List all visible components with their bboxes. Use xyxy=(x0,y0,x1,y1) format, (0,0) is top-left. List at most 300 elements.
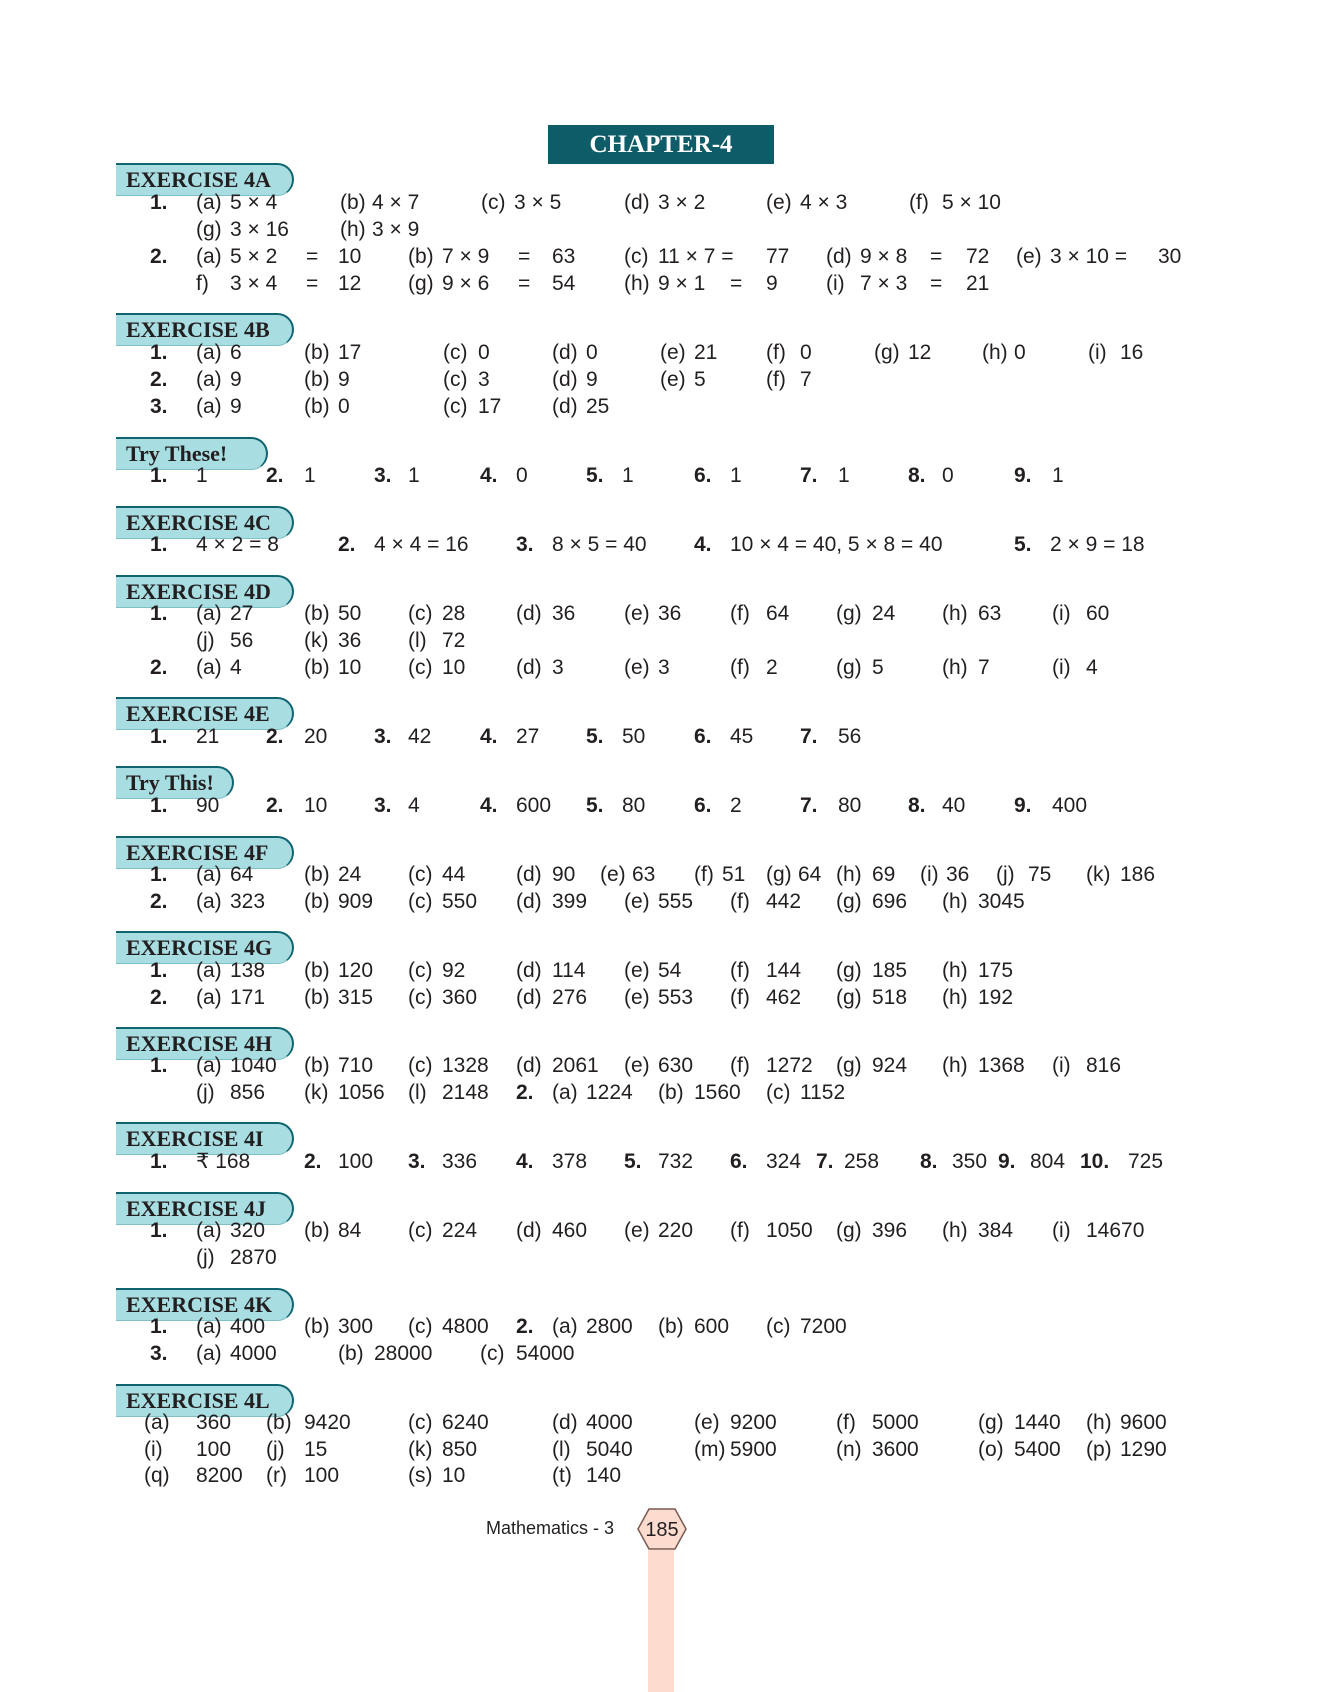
answer-text: (e) xyxy=(1016,245,1042,268)
answer-text: (b) xyxy=(304,986,330,1009)
answer-text: (a) xyxy=(196,602,222,625)
answer-text: (h) xyxy=(942,1219,968,1242)
answer-text: 12 xyxy=(908,341,932,364)
answer-text: (h) xyxy=(340,218,366,241)
answer-text: (f) xyxy=(730,602,750,625)
answer-text: (c) xyxy=(408,986,433,1009)
answer-text: (e) xyxy=(624,602,650,625)
answer-text: 5 × 2 xyxy=(230,245,278,268)
answer-text: (c) xyxy=(443,341,468,364)
answer-text: 400 xyxy=(230,1315,266,1338)
answer-text: 0 xyxy=(800,341,812,364)
answer-text: 90 xyxy=(196,794,220,817)
answer-text: (a) xyxy=(196,191,222,214)
answer-text: 3 xyxy=(478,368,490,391)
answer-text: 21 xyxy=(196,725,220,748)
answer-text: (k) xyxy=(1086,863,1111,886)
answer-text: (a) xyxy=(144,1411,170,1434)
question-number: 1. xyxy=(150,602,168,625)
answer-text: 3 × 10 = xyxy=(1050,245,1128,268)
answer-text: (h) xyxy=(1086,1411,1112,1434)
answer-text: 4000 xyxy=(230,1342,277,1365)
answer-text: (g) xyxy=(836,602,862,625)
answer-text: 36 xyxy=(552,602,576,625)
answer-text: 0 xyxy=(1014,341,1026,364)
answer-text: 1 xyxy=(838,464,850,487)
question-number: 1. xyxy=(150,1054,168,1077)
answer-text: (b) xyxy=(304,890,330,913)
answer-text: 732 xyxy=(658,1150,694,1173)
answer-text: (e) xyxy=(624,656,650,679)
question-number: 2. xyxy=(150,986,168,1009)
answer-text: (d) xyxy=(826,245,852,268)
question-number: 5. xyxy=(624,1150,642,1173)
answer-text: 1560 xyxy=(694,1081,741,1104)
answer-text: (c) xyxy=(408,863,433,886)
answer-text: 909 xyxy=(338,890,374,913)
answer-text: 60 xyxy=(1086,602,1110,625)
exercise-heading: EXERCISE 4J xyxy=(116,1192,294,1225)
answer-text: (d) xyxy=(516,602,542,625)
answer-text: 24 xyxy=(338,863,362,886)
answer-text: 64 xyxy=(766,602,790,625)
answer-text: (d) xyxy=(624,191,650,214)
answer-text: 120 xyxy=(338,959,374,982)
answer-text: (a) xyxy=(196,245,222,268)
question-number: 2. xyxy=(516,1315,534,1338)
answer-text: (a) xyxy=(196,959,222,982)
answer-text: 696 xyxy=(872,890,908,913)
answer-text: 144 xyxy=(766,959,802,982)
answer-text: 9420 xyxy=(304,1411,351,1434)
answer-text: 175 xyxy=(978,959,1014,982)
answer-text: 258 xyxy=(844,1150,880,1173)
answer-text: 2148 xyxy=(442,1081,489,1104)
answer-text: (d) xyxy=(516,656,542,679)
answer-text: 3 xyxy=(658,656,670,679)
question-number: 2. xyxy=(516,1081,534,1104)
answer-text: 462 xyxy=(766,986,802,1009)
answer-text: 1440 xyxy=(1014,1411,1061,1434)
answer-text: (g) xyxy=(874,341,900,364)
answer-text: 336 xyxy=(442,1150,478,1173)
answer-text: 21 xyxy=(966,272,990,295)
answer-text: 90 xyxy=(552,863,576,886)
answer-text: 27 xyxy=(230,602,254,625)
answer-text: 3 xyxy=(552,656,564,679)
answer-text: (o) xyxy=(978,1438,1004,1461)
answer-text: (e) xyxy=(624,890,650,913)
answer-text: (c) xyxy=(408,1315,433,1338)
answer-text: 75 xyxy=(1028,863,1052,886)
answer-text: 3045 xyxy=(978,890,1025,913)
answer-text: (e) xyxy=(660,341,686,364)
answer-text: 42 xyxy=(408,725,432,748)
answer-text: 378 xyxy=(552,1150,588,1173)
answer-text: 1328 xyxy=(442,1054,489,1077)
answer-text: 5 xyxy=(872,656,884,679)
exercise-heading: EXERCISE 4H xyxy=(116,1027,294,1060)
question-number: 5. xyxy=(586,464,604,487)
exercise-heading: EXERCISE 4K xyxy=(116,1288,294,1321)
answer-text: 171 xyxy=(230,986,266,1009)
answer-text: 186 xyxy=(1120,863,1156,886)
answer-text: 518 xyxy=(872,986,908,1009)
answer-text: 320 xyxy=(230,1219,266,1242)
answer-text: (c) xyxy=(408,1054,433,1077)
question-number: 2. xyxy=(304,1150,322,1173)
answer-text: 36 xyxy=(658,602,682,625)
answer-text: (e) xyxy=(600,863,626,886)
question-number: 5. xyxy=(586,725,604,748)
answer-text: 28 xyxy=(442,602,466,625)
answer-text: (i) xyxy=(1052,1054,1071,1077)
answer-text: (a) xyxy=(196,1342,222,1365)
answer-text: 1272 xyxy=(766,1054,813,1077)
answer-text: 224 xyxy=(442,1219,478,1242)
exercise-heading: EXERCISE 4A xyxy=(116,163,294,196)
answer-text: 5000 xyxy=(872,1411,919,1434)
answer-text: 360 xyxy=(442,986,478,1009)
answer-text: (b) xyxy=(340,191,366,214)
answer-text: 50 xyxy=(622,725,646,748)
answer-text: 185 xyxy=(872,959,908,982)
answer-text: 10 xyxy=(442,656,466,679)
answer-text: f) xyxy=(196,272,209,295)
answer-text: 138 xyxy=(230,959,266,982)
question-number: 5. xyxy=(586,794,604,817)
answer-text: 4800 xyxy=(442,1315,489,1338)
answer-text: 5040 xyxy=(586,1438,633,1461)
answer-text: (d) xyxy=(552,395,578,418)
question-number: 3. xyxy=(150,1342,168,1365)
answer-text: (b) xyxy=(266,1411,292,1434)
answer-text: = xyxy=(518,272,531,295)
answer-text: (g) xyxy=(408,272,434,295)
answer-text: 300 xyxy=(338,1315,374,1338)
answer-text: 10 xyxy=(338,245,362,268)
question-number: 4. xyxy=(694,533,712,556)
answer-text: (a) xyxy=(196,890,222,913)
exercise-heading: EXERCISE 4G xyxy=(116,931,294,964)
answer-text: (f) xyxy=(694,863,714,886)
answer-text: 384 xyxy=(978,1219,1014,1242)
answer-text: (b) xyxy=(408,245,434,268)
answer-text: (a) xyxy=(552,1315,578,1338)
answer-text: (p) xyxy=(1086,1438,1112,1461)
question-number: 2. xyxy=(150,245,168,268)
answer-text: (e) xyxy=(660,368,686,391)
answer-text: (a) xyxy=(196,1315,222,1338)
answer-text: 64 xyxy=(230,863,254,886)
answer-text: (c) xyxy=(408,602,433,625)
answer-text: 399 xyxy=(552,890,588,913)
answer-text: 9 xyxy=(766,272,778,295)
answer-text: (i) xyxy=(920,863,939,886)
answer-text: 36 xyxy=(338,629,362,652)
answer-text: (i) xyxy=(144,1438,163,1461)
answer-text: 9 × 1 xyxy=(658,272,706,295)
answer-text: (f) xyxy=(766,341,786,364)
answer-text: 15 xyxy=(304,1438,328,1461)
answer-text: 84 xyxy=(338,1219,362,1242)
answer-text: (f) xyxy=(909,191,929,214)
answer-text: 40 xyxy=(942,794,966,817)
question-number: 4. xyxy=(516,1150,534,1173)
answer-text: (l) xyxy=(552,1438,571,1461)
answer-text: (c) xyxy=(408,890,433,913)
answer-text: 4 × 4 = 16 xyxy=(374,533,469,556)
question-number: 9. xyxy=(1014,464,1032,487)
answer-text: 1152 xyxy=(800,1081,846,1104)
answer-text: 460 xyxy=(552,1219,588,1242)
answer-text: (j) xyxy=(266,1438,285,1461)
answer-text: 63 xyxy=(632,863,656,886)
answer-text: 315 xyxy=(338,986,374,1009)
answer-text: (d) xyxy=(552,341,578,364)
answer-text: (f) xyxy=(766,368,786,391)
answer-text: (a) xyxy=(196,986,222,1009)
answer-text: 114 xyxy=(552,959,586,982)
answer-text: 77 xyxy=(766,245,790,268)
answer-text: 323 xyxy=(230,890,266,913)
answer-text: (i) xyxy=(1088,341,1107,364)
answer-text: (h) xyxy=(942,890,968,913)
question-number: 6. xyxy=(694,725,712,748)
answer-text: 5900 xyxy=(730,1438,777,1461)
answer-text: = xyxy=(518,245,531,268)
answer-text: 10 xyxy=(442,1464,466,1487)
question-number: 4. xyxy=(480,794,498,817)
answer-text: (b) xyxy=(304,368,330,391)
answer-text: 8200 xyxy=(196,1464,243,1487)
answer-text: 10 xyxy=(338,656,362,679)
answer-text: (a) xyxy=(196,341,222,364)
answer-text: (g) xyxy=(836,1054,862,1077)
answer-text: 1368 xyxy=(978,1054,1025,1077)
question-number: 1. xyxy=(150,794,168,817)
exercise-heading: Try This! xyxy=(116,766,234,799)
answer-text: 44 xyxy=(442,863,466,886)
question-number: 4. xyxy=(480,725,498,748)
answer-text: 56 xyxy=(838,725,862,748)
answer-text: 54000 xyxy=(516,1342,575,1365)
answer-text: (s) xyxy=(408,1464,433,1487)
answer-text: 64 xyxy=(798,863,822,886)
exercise-heading: EXERCISE 4D xyxy=(116,575,294,608)
answer-text: (h) xyxy=(982,341,1008,364)
answer-text: (g) xyxy=(836,986,862,1009)
answer-text: 3600 xyxy=(872,1438,919,1461)
answer-text: 36 xyxy=(946,863,970,886)
question-number: 3. xyxy=(408,1150,426,1173)
answer-text: 17 xyxy=(338,341,362,364)
answer-text: (g) xyxy=(836,890,862,913)
answer-text: = xyxy=(930,245,943,268)
answer-text: 9 xyxy=(338,368,350,391)
answer-text: 27 xyxy=(516,725,540,748)
answer-text: (a) xyxy=(196,368,222,391)
answer-text: (e) xyxy=(766,191,792,214)
question-number: 3. xyxy=(374,464,392,487)
answer-text: (g) xyxy=(836,959,862,982)
answer-text: 56 xyxy=(230,629,254,652)
answer-text: 9 × 6 xyxy=(442,272,490,295)
answer-text: 1050 xyxy=(766,1219,813,1242)
answer-text: 140 xyxy=(586,1464,622,1487)
answer-text: 9200 xyxy=(730,1411,777,1434)
answer-text: 80 xyxy=(622,794,646,817)
answer-text: 80 xyxy=(838,794,862,817)
answer-text: 600 xyxy=(694,1315,730,1338)
answer-text: (d) xyxy=(552,368,578,391)
answer-text: (c) xyxy=(443,395,468,418)
answer-text: (k) xyxy=(408,1438,433,1461)
question-number: 10. xyxy=(1080,1150,1110,1173)
question-number: 2. xyxy=(150,656,168,679)
answer-text: 7200 xyxy=(800,1315,847,1338)
page-number: 185 xyxy=(645,1519,679,1541)
question-number: 9. xyxy=(1014,794,1032,817)
answer-text: 11 × 7 = xyxy=(658,245,734,268)
answer-text: 0 xyxy=(586,341,598,364)
answer-text: 63 xyxy=(552,245,576,268)
answer-text: 350 xyxy=(952,1150,988,1173)
answer-text: (b) xyxy=(304,1315,330,1338)
answer-text: (c) xyxy=(408,1411,433,1434)
answer-text: (b) xyxy=(658,1081,684,1104)
answer-text: (b) xyxy=(304,959,330,982)
answer-text: (f) xyxy=(730,1219,750,1242)
answer-text: 6 xyxy=(230,341,242,364)
answer-text: (h) xyxy=(942,602,968,625)
answer-text: (a) xyxy=(196,1219,222,1242)
answer-text: (g) xyxy=(196,218,222,241)
answer-text: 72 xyxy=(966,245,990,268)
answer-text: (d) xyxy=(516,890,542,913)
answer-text: (c) xyxy=(408,959,433,982)
answer-text: 92 xyxy=(442,959,466,982)
question-number: 1. xyxy=(150,1219,168,1242)
answer-text: 600 xyxy=(516,794,552,817)
answer-text: (i) xyxy=(1052,602,1071,625)
question-number: 2. xyxy=(150,890,168,913)
answer-text: 360 xyxy=(196,1411,232,1434)
answer-text: (b) xyxy=(304,656,330,679)
answer-text: (f) xyxy=(730,890,750,913)
answer-text: 21 xyxy=(694,341,718,364)
answer-text: 1040 xyxy=(230,1054,277,1077)
answer-text: (b) xyxy=(304,1219,330,1242)
answer-text: (b) xyxy=(304,602,330,625)
exercise-heading: EXERCISE 4B xyxy=(116,313,294,346)
answer-text: 54 xyxy=(552,272,576,295)
answer-text: 69 xyxy=(872,863,896,886)
answer-text: 9600 xyxy=(1120,1411,1167,1434)
question-number: 8. xyxy=(920,1150,938,1173)
answer-text: (c) xyxy=(766,1315,791,1338)
answer-text: 100 xyxy=(196,1438,232,1461)
answer-text: 8 × 5 = 40 xyxy=(552,533,647,556)
answer-text: (b) xyxy=(338,1342,364,1365)
answer-text: 45 xyxy=(730,725,754,748)
answer-text: (f) xyxy=(730,986,750,1009)
page-number-badge xyxy=(637,1508,687,1550)
answer-text: (h) xyxy=(942,656,968,679)
answer-text: (c) xyxy=(480,1342,505,1365)
answer-text: 4 xyxy=(1086,656,1098,679)
answer-text: (d) xyxy=(516,1054,542,1077)
answer-text: 4000 xyxy=(586,1411,633,1434)
question-number: 9. xyxy=(998,1150,1016,1173)
answer-text: (j) xyxy=(196,629,215,652)
answer-text: (l) xyxy=(408,1081,427,1104)
answer-text: 725 xyxy=(1128,1150,1164,1173)
answer-text: 400 xyxy=(1052,794,1088,817)
answer-text: (a) xyxy=(196,656,222,679)
answer-text: (t) xyxy=(552,1464,572,1487)
answer-text: 72 xyxy=(442,629,466,652)
answer-text: 17 xyxy=(478,395,502,418)
answer-text: (h) xyxy=(836,863,862,886)
answer-text: (i) xyxy=(1052,1219,1071,1242)
question-number: 2. xyxy=(266,794,284,817)
answer-text: 4 × 3 xyxy=(800,191,848,214)
answer-text: 9 xyxy=(230,368,242,391)
answer-text: 442 xyxy=(766,890,802,913)
answer-text: 1224 xyxy=(586,1081,633,1104)
answer-text: (b) xyxy=(304,395,330,418)
answer-text: 7 × 3 xyxy=(860,272,908,295)
answer-text: 51 xyxy=(722,863,746,886)
answer-text: 2 xyxy=(766,656,778,679)
answer-text: 2061 xyxy=(552,1054,599,1077)
answer-text: (j) xyxy=(996,863,1015,886)
answer-text: 0 xyxy=(516,464,528,487)
answer-text: 1 xyxy=(408,464,420,487)
answer-text: (l) xyxy=(408,629,427,652)
answer-text: 1056 xyxy=(338,1081,385,1104)
answer-text: 5 × 10 xyxy=(942,191,1001,214)
question-number: 1. xyxy=(150,725,168,748)
answer-text: 24 xyxy=(872,602,896,625)
answer-text: (c) xyxy=(481,191,506,214)
answer-text: 276 xyxy=(552,986,588,1009)
answer-text: (b) xyxy=(304,1054,330,1077)
question-number: 3. xyxy=(516,533,534,556)
answer-text: = xyxy=(930,272,943,295)
question-number: 2. xyxy=(150,368,168,391)
answer-text: (g) xyxy=(836,656,862,679)
answer-text: (d) xyxy=(552,1411,578,1434)
answer-text: 0 xyxy=(942,464,954,487)
answer-text: 4 xyxy=(408,794,420,817)
answer-text: (d) xyxy=(516,959,542,982)
answer-text: (a) xyxy=(196,395,222,418)
answer-text: (b) xyxy=(304,341,330,364)
answer-text: (f) xyxy=(730,656,750,679)
answer-text: 5400 xyxy=(1014,1438,1061,1461)
answer-text: (i) xyxy=(1052,656,1071,679)
answer-text: (m) xyxy=(694,1438,726,1461)
answer-text: (h) xyxy=(942,959,968,982)
footer-subject: Mathematics - 3 xyxy=(486,1518,615,1538)
answer-text: (b) xyxy=(658,1315,684,1338)
answer-text: (h) xyxy=(624,272,650,295)
answer-text: (e) xyxy=(624,1054,650,1077)
answer-text: (c) xyxy=(408,656,433,679)
answer-text: 553 xyxy=(658,986,694,1009)
